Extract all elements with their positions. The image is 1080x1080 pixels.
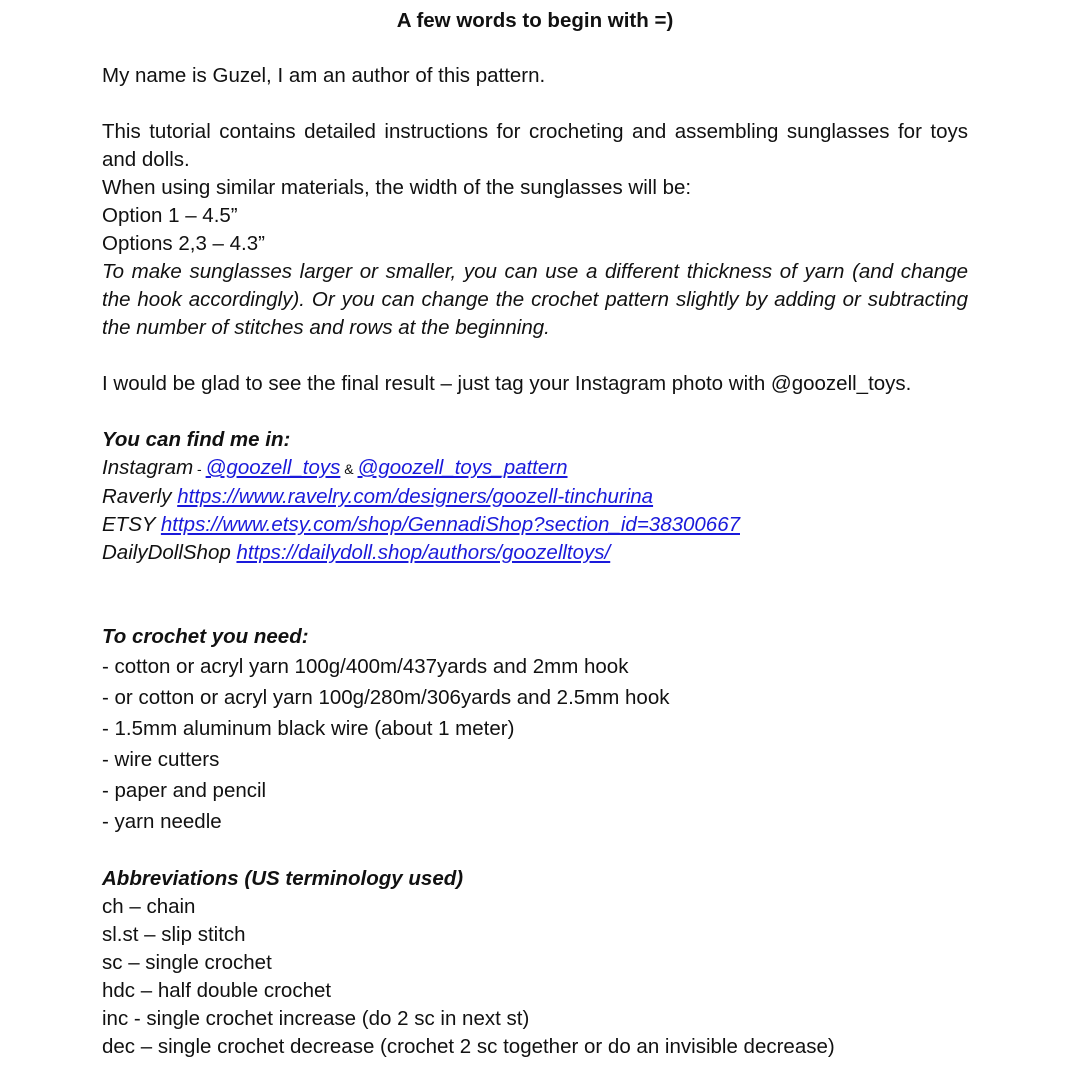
list-item: hdc – half double crochet bbox=[102, 979, 332, 1002]
list-item: - or cotton or acryl yarn 100g/280m/306yards and 2.5mm hook bbox=[102, 686, 670, 709]
instagram-ampersand: & bbox=[340, 461, 358, 477]
find-me-heading: You can find me in: bbox=[102, 428, 291, 451]
instagram-line bbox=[102, 454, 968, 483]
abbreviations-list bbox=[102, 893, 968, 1061]
abbreviations-heading: Abbreviations (US terminology used) bbox=[102, 867, 464, 890]
etsy-link[interactable]: https://www.etsy.com/shop/GennadiShop?section_id=38300667 bbox=[160, 513, 740, 536]
list-item: ch – chain bbox=[102, 895, 196, 918]
list-item: - yarn needle bbox=[102, 810, 222, 833]
list-item: dec – single crochet decrease (crochet 2 sc together or do an invisible decrease) bbox=[102, 1035, 835, 1058]
materials-heading: To crochet you need: bbox=[102, 625, 309, 648]
list-item: - paper and pencil bbox=[102, 779, 267, 802]
spacer bbox=[102, 342, 968, 370]
dailydollshop-line bbox=[102, 539, 968, 567]
instagram-link-goozell-toys[interactable]: @goozell_toys bbox=[205, 456, 341, 479]
description-line-1: This tutorial contains detailed instructions for crocheting and assembling sunglasses for toys and dolls. bbox=[102, 120, 968, 171]
list-item: sc – single crochet bbox=[102, 951, 272, 974]
instagram-dash: - bbox=[193, 461, 206, 477]
instagram-label: Instagram bbox=[102, 456, 194, 479]
list-item: - wire cutters bbox=[102, 748, 220, 771]
ravelry-line bbox=[102, 483, 968, 511]
instagram-link-goozell-toys-pattern[interactable]: @goozell_toys_pattern bbox=[357, 456, 568, 479]
dailydollshop-label: DailyDollShop bbox=[102, 541, 237, 564]
list-item: sl.st – slip stitch bbox=[102, 923, 246, 946]
list-item: - 1.5mm aluminum black wire (about 1 meter) bbox=[102, 717, 515, 740]
materials-list bbox=[102, 651, 968, 837]
spacer bbox=[102, 837, 968, 865]
spacer bbox=[102, 398, 968, 426]
tag-request-text: I would be glad to see the final result – just tag your Instagram photo with @goozell_toys. bbox=[102, 372, 912, 395]
document-page bbox=[102, 6, 968, 1061]
option-1-size: Option 1 – 4.5” bbox=[102, 204, 238, 227]
etsy-label: ETSY bbox=[102, 513, 161, 536]
list-item: - cotton or acryl yarn 100g/400m/437yards and 2mm hook bbox=[102, 655, 629, 678]
ravelry-label: Raverly bbox=[102, 485, 178, 508]
dailydollshop-link[interactable]: https://dailydoll.shop/authors/goozelltoys/ bbox=[236, 541, 611, 564]
intro-text: My name is Guzel, I am an author of this pattern. bbox=[102, 64, 546, 87]
spacer bbox=[102, 567, 968, 623]
description-line-2: When using similar materials, the width of the sunglasses will be: bbox=[102, 176, 692, 199]
list-item: inc - single crochet increase (do 2 sc in next st) bbox=[102, 1007, 530, 1030]
option-2-3-size: Options 2,3 – 4.3” bbox=[102, 232, 265, 255]
ravelry-link[interactable]: https://www.ravelry.com/designers/goozell-tinchurina bbox=[177, 485, 654, 508]
sizing-note: To make sunglasses larger or smaller, you can use a different thickness of yarn (and change the hook accordingly). Or you can change the crochet pattern slightly by adding or subtracting the number of stitches and rows at the beginning. bbox=[102, 260, 968, 339]
spacer bbox=[102, 90, 968, 118]
etsy-line bbox=[102, 511, 968, 539]
page-title: A few words to begin with =) bbox=[396, 9, 674, 32]
